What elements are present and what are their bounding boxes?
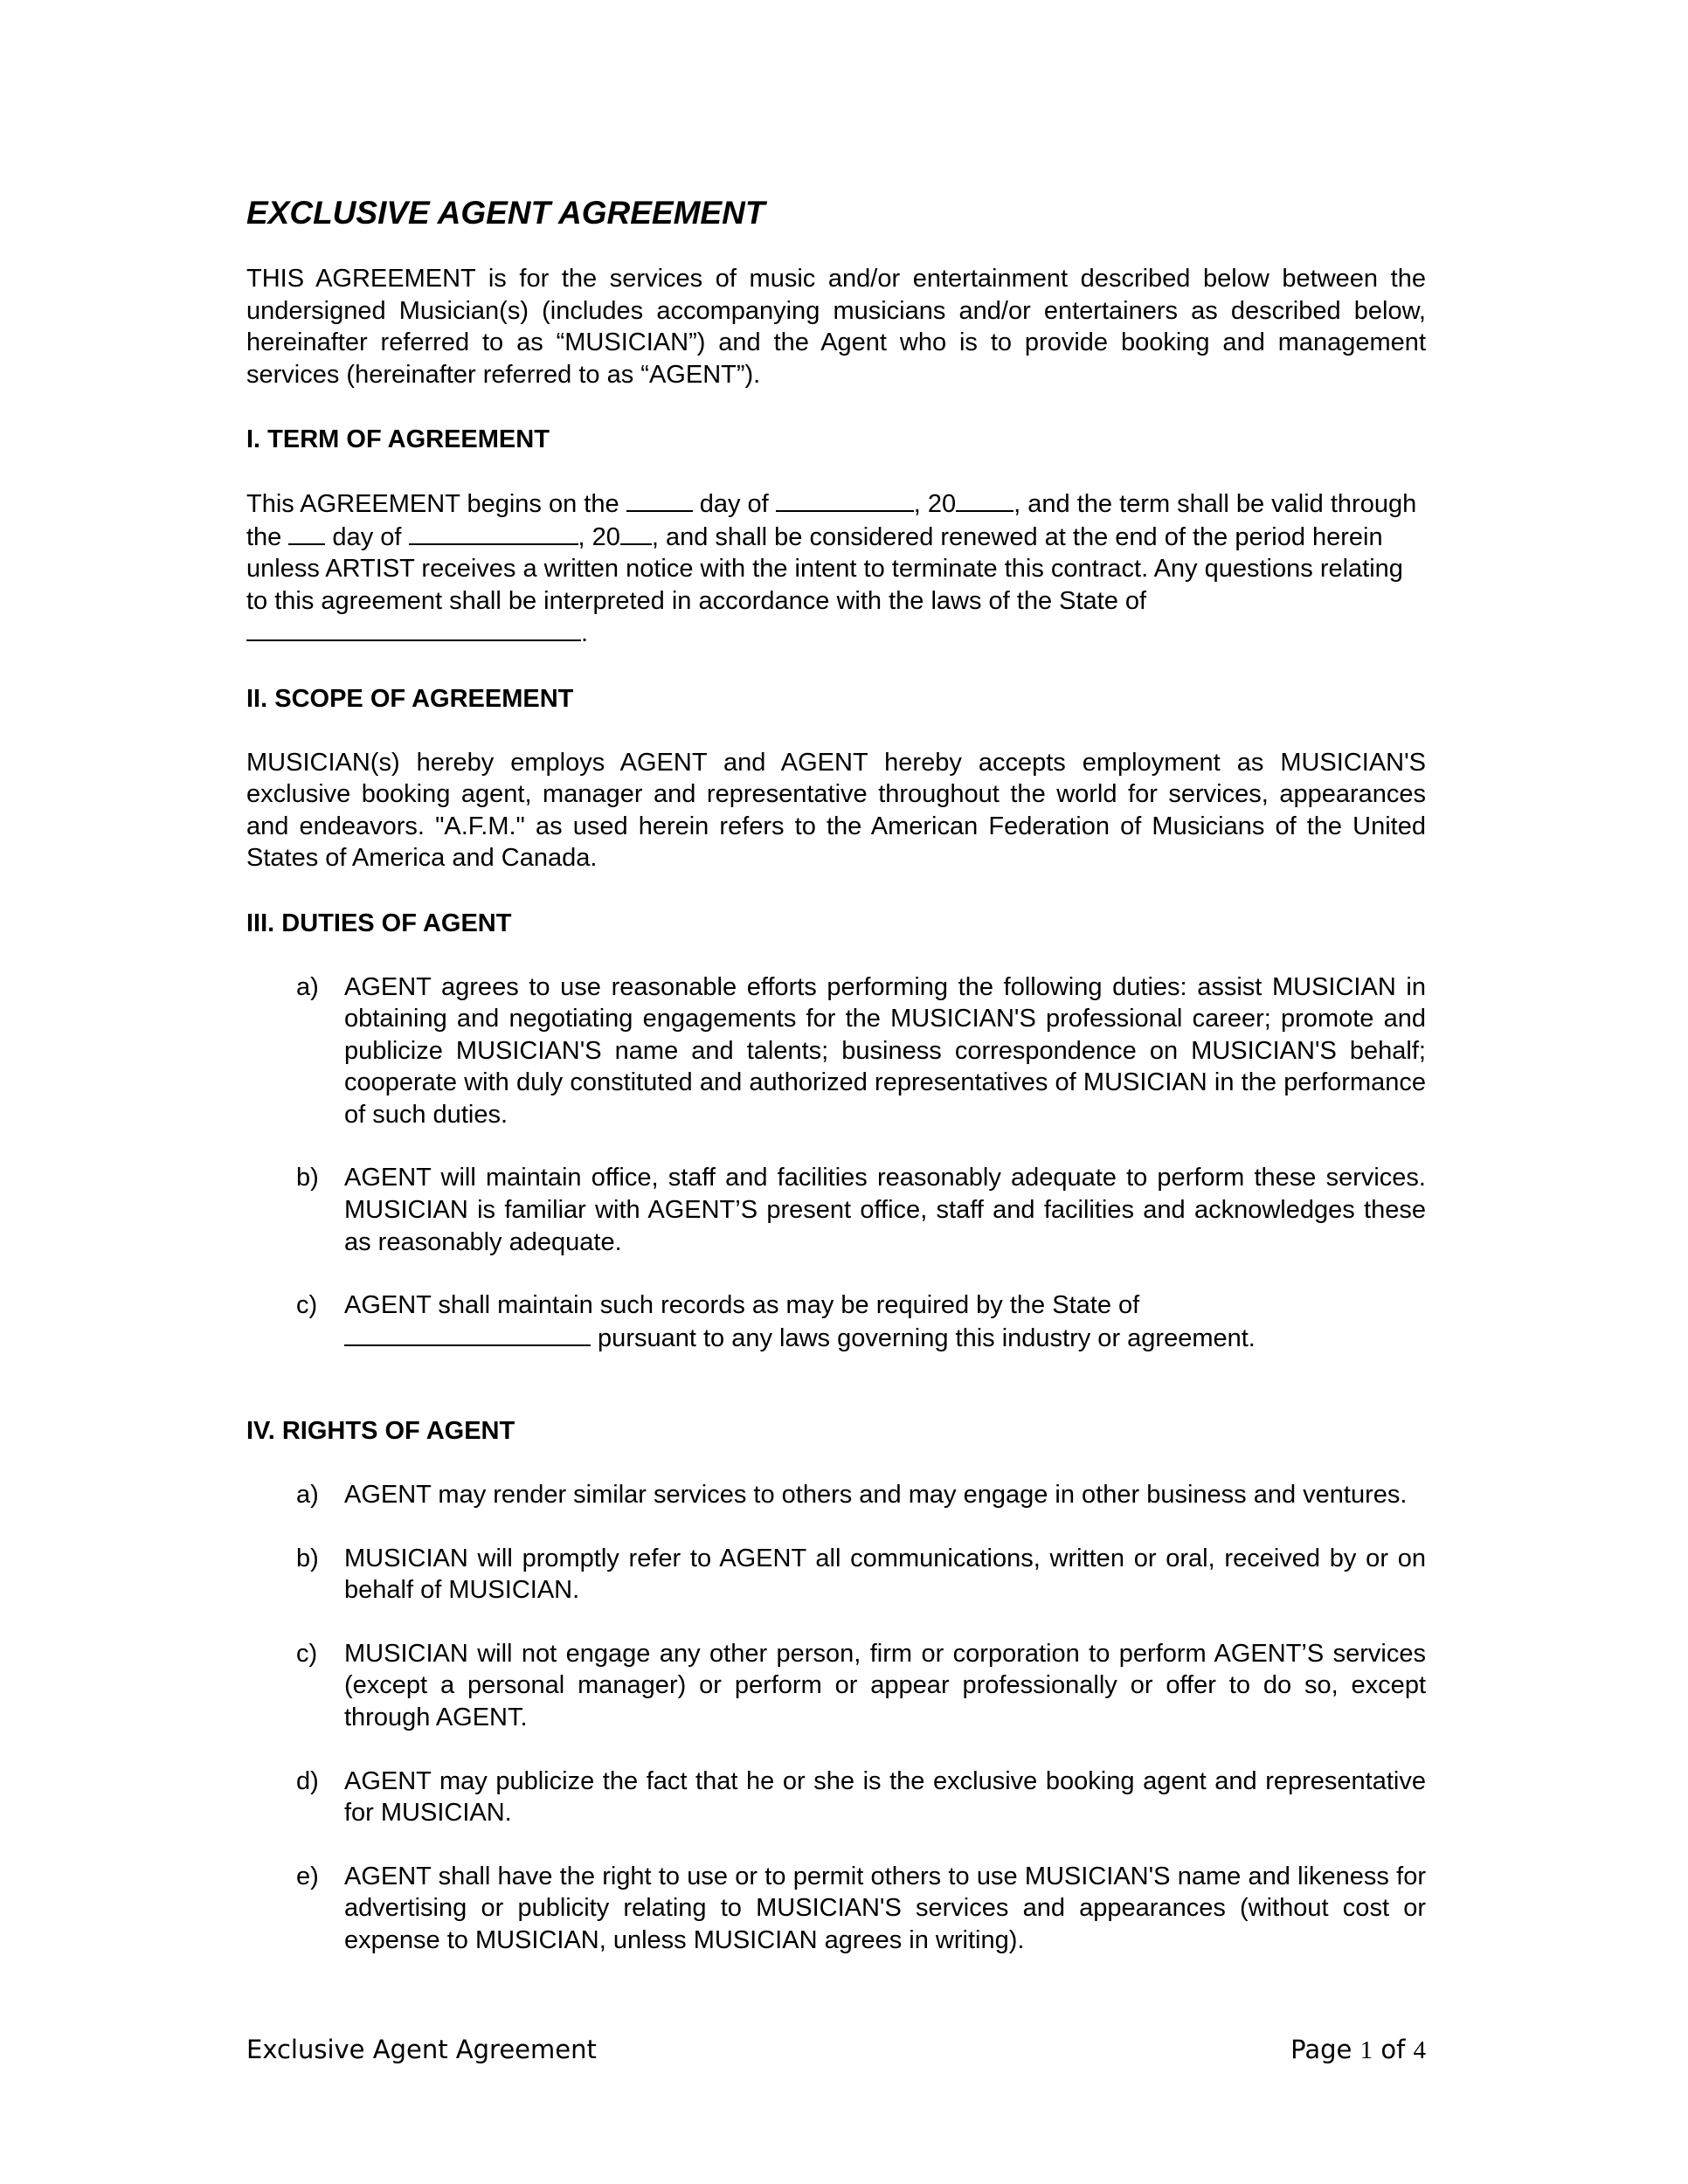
footer-page-number <box>1290 2034 1426 2066</box>
list-item-text: pursuant to any laws governing this industry or agreement. <box>591 1324 1256 1352</box>
blank-end-year[interactable] <box>620 521 652 545</box>
list-item-text: AGENT shall maintain such records as may be required by the State of <box>344 1291 1140 1320</box>
term-text-7: , and shall be considered renewed at the end of the period herein unless ARTIST receives a written notice with the intent to terminate this contract. Any questions relating to this agreement shall be interpreted in accordance with the laws of the State of <box>246 522 1403 615</box>
document-body <box>246 194 1426 1957</box>
term-text-8: . <box>581 619 589 648</box>
list-marker: d) <box>296 1766 319 1795</box>
list-marker: c) <box>296 1291 318 1320</box>
rights-list <box>246 1479 1426 1957</box>
scope-paragraph: MUSICIAN(s) hereby employs AGENT and AGENT hereby accepts employment as MUSICIAN'S exclusive booking agent, manager and representative throughout the world for services, appearances and endeavors. "A.F.M." as used herein refers to the American Federation of Musicians of the United States of America and Canada. <box>246 748 1426 873</box>
document-title: EXCLUSIVE AGENT AGREEMENT <box>246 195 765 231</box>
blank-start-day[interactable] <box>626 487 693 512</box>
list-marker: b) <box>296 1164 319 1192</box>
term-text-5: day of <box>325 522 409 551</box>
blank-start-month[interactable] <box>776 487 914 512</box>
term-text-6: , 20 <box>578 522 620 551</box>
blank-state-law[interactable] <box>246 617 581 641</box>
blank-records-state[interactable] <box>344 1322 591 1346</box>
section-heading-rights: IV. RIGHTS OF AGENT <box>246 1417 515 1446</box>
intro-paragraph: THIS AGREEMENT is for the services of music and/or entertainment described below between the undersigned Musician(s) (includes accompanying musicians and/or entertainers as described below, hereinafter referred to as “MUSICIAN”) and the Agent who is to provide booking and management services (hereinafter referred to as “AGENT”). <box>246 265 1426 389</box>
list-item-text: AGENT will maintain office, staff and facilities reasonably adequate to perform these services. MUSICIAN is familiar with AGENT’S present office, staff and facilities and acknowledges these as reasonably adequate. <box>344 1164 1426 1256</box>
term-paragraph <box>246 487 1426 650</box>
list-item <box>246 1638 1426 1734</box>
list-marker: b) <box>296 1544 319 1572</box>
list-item <box>246 1479 1426 1511</box>
page-label: Page <box>1290 2035 1360 2064</box>
section-heading-term: I. TERM OF AGREEMENT <box>246 425 550 454</box>
list-item <box>246 1289 1426 1354</box>
list-item <box>246 1543 1426 1607</box>
list-item-text: MUSICIAN will promptly refer to AGENT all communications, written or oral, received by or on behalf of MUSICIAN. <box>344 1544 1426 1605</box>
term-text-1: This AGREEMENT begins on the <box>246 489 626 518</box>
footer-document-name: Exclusive Agent Agreement <box>246 2035 597 2064</box>
term-text-2: day of <box>692 489 776 518</box>
list-marker: a) <box>296 1481 319 1510</box>
blank-start-year[interactable] <box>956 487 1013 512</box>
list-marker: e) <box>296 1862 319 1890</box>
list-item-text: MUSICIAN will not engage any other person, firm or corporation to perform AGENT’S services (except a personal manager) or perform or appear professionally or offer to do so, except through AGENT. <box>344 1639 1426 1731</box>
page-current: 1 <box>1359 2036 1373 2064</box>
list-item-text: AGENT may render similar services to others and may engage in other business and ventures. <box>344 1481 1408 1510</box>
blank-end-day[interactable] <box>288 521 325 545</box>
list-marker: a) <box>296 972 319 1001</box>
list-item <box>246 971 1426 1131</box>
list-item-text: AGENT agrees to use reasonable efforts performing the following duties: assist MUSICIAN in obtaining and negotiating engagements for the MUSICIAN'S professional career; promote and publicize MUSICIAN'S name and talents; business correspondence on MUSICIAN'S behalf; cooperate with duly constituted and authorized representatives of MUSICIAN in the performance of such duties. <box>344 972 1426 1129</box>
term-text-3: , 20 <box>913 489 957 518</box>
page-total: 4 <box>1413 2036 1426 2064</box>
list-item-text: AGENT shall have the right to use or to permit others to use MUSICIAN'S name and likeness for advertising or publicity relating to MUSICIAN'S services and appearances (without cost or expense to MUSICIAN, unless MUSICIAN agrees in writing). <box>344 1862 1426 1954</box>
list-item-text: AGENT may publicize the fact that he or she is the exclusive booking agent and representative for MUSICIAN. <box>344 1766 1426 1828</box>
section-heading-scope: II. SCOPE OF AGREEMENT <box>246 684 574 713</box>
list-item <box>246 1861 1426 1957</box>
term-text-4: , and the term shall be valid through the <box>246 489 1417 551</box>
section-heading-duties: III. DUTIES OF AGENT <box>246 909 512 937</box>
blank-end-month[interactable] <box>409 521 578 545</box>
page-of: of <box>1373 2035 1414 2064</box>
list-item <box>246 1162 1426 1258</box>
list-marker: c) <box>296 1639 318 1668</box>
list-item <box>246 1766 1426 1829</box>
duties-list <box>246 971 1426 1355</box>
